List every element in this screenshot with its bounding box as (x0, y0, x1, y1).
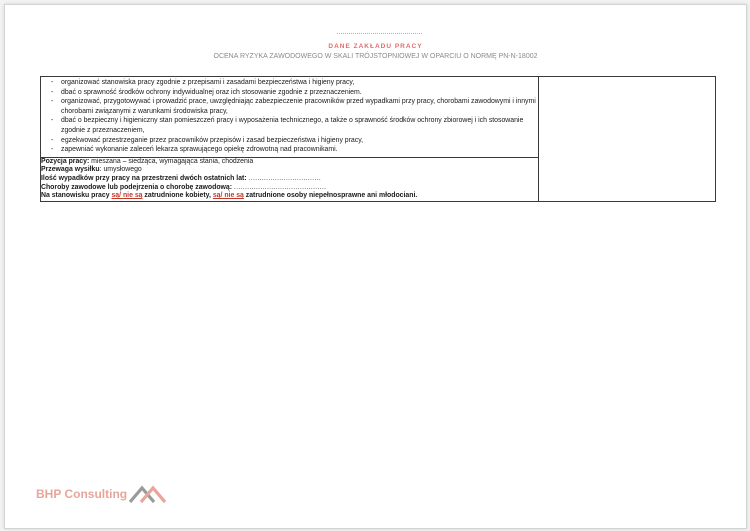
document-page (4, 4, 747, 529)
company-logo (36, 485, 167, 503)
list-item: - organizować stanowiska pracy zgodnie z przepisami i zasadami bezpieczeństwa i higieny pracy, (51, 78, 538, 88)
staff-suffix: zatrudnione osoby niepełnosprawne ani młodociani. (243, 192, 418, 200)
table-row (41, 77, 716, 158)
diseases-line (41, 184, 538, 193)
company-data-heading: DANE ZAKŁADU PRACY (328, 43, 423, 50)
workplace-info-cell (41, 157, 539, 201)
diseases-label: Choroby zawodowe lub podejrzenia o chorobę zawodową: (41, 183, 233, 191)
duties-list (41, 77, 538, 157)
position-line (41, 158, 538, 167)
list-item: - egzekwować przestrzeganie przez pracowników przepisów i zasad bezpieczeństwa i higieny pracy, (51, 136, 538, 146)
accidents-line (41, 175, 538, 184)
staff-option-women: są/ nie są (111, 192, 143, 200)
accidents-dots: …………………………… (246, 174, 321, 182)
diseases-dots: …………………………………… (232, 183, 326, 191)
staff-line (41, 192, 538, 201)
staff-mid: zatrudnione kobiety, (142, 192, 213, 200)
list-item: - zapewniać wykonanie zaleceń lekarza sprawującego opiekę zdrowotną nad pracownikami. (51, 145, 538, 155)
risk-assessment-table (40, 76, 716, 202)
side-empty-cell (538, 77, 715, 202)
effort-value: : umysłowego (99, 166, 142, 174)
staff-option-disabled: są/ nie są (212, 192, 244, 200)
header-dotted-line (337, 33, 422, 34)
position-value: mieszana – siedząca, wymagająca stania, chodzenia (89, 157, 254, 165)
accidents-label: Ilość wypadków przy pracy na przestrzeni dwóch ostatnich lat: (41, 174, 247, 182)
list-item: - organizować, przygotowywać i prowadzić prace, uwzględniając zabezpieczenie pracowników przed wypadkami przy pracy, chorobami zawodowymi i innymi chorobami związanymi z warunkami środowiska pracy, (51, 97, 538, 116)
position-label: Pozycja pracy: (41, 157, 90, 165)
effort-label: Przewaga wysiłku (41, 166, 100, 174)
list-item: - dbać o sprawność środków ochrony indywidualnej oraz ich stosowanie zgodnie z przeznaczeniem. (51, 88, 538, 98)
effort-line (41, 166, 538, 175)
logo-text: BHP Consulting (36, 487, 128, 501)
duties-cell (41, 77, 539, 158)
risk-assessment-subtitle: OCENA RYZYKA ZAWODOWEGO W SKALI TRÓJSTOPNIOWEJ W OPARCIU O NORMĘ PN-N-18002 (213, 53, 538, 60)
staff-prefix: Na stanowisku pracy (41, 192, 112, 200)
double-chevron-mountain-icon (129, 485, 167, 503)
list-item: - dbać o bezpieczny i higieniczny stan pomieszczeń pracy i wyposażenia technicznego, a także o sprawność środków ochrony zbiorowej i ich stosowanie zgodnie z przeznaczeniem, (51, 116, 538, 135)
